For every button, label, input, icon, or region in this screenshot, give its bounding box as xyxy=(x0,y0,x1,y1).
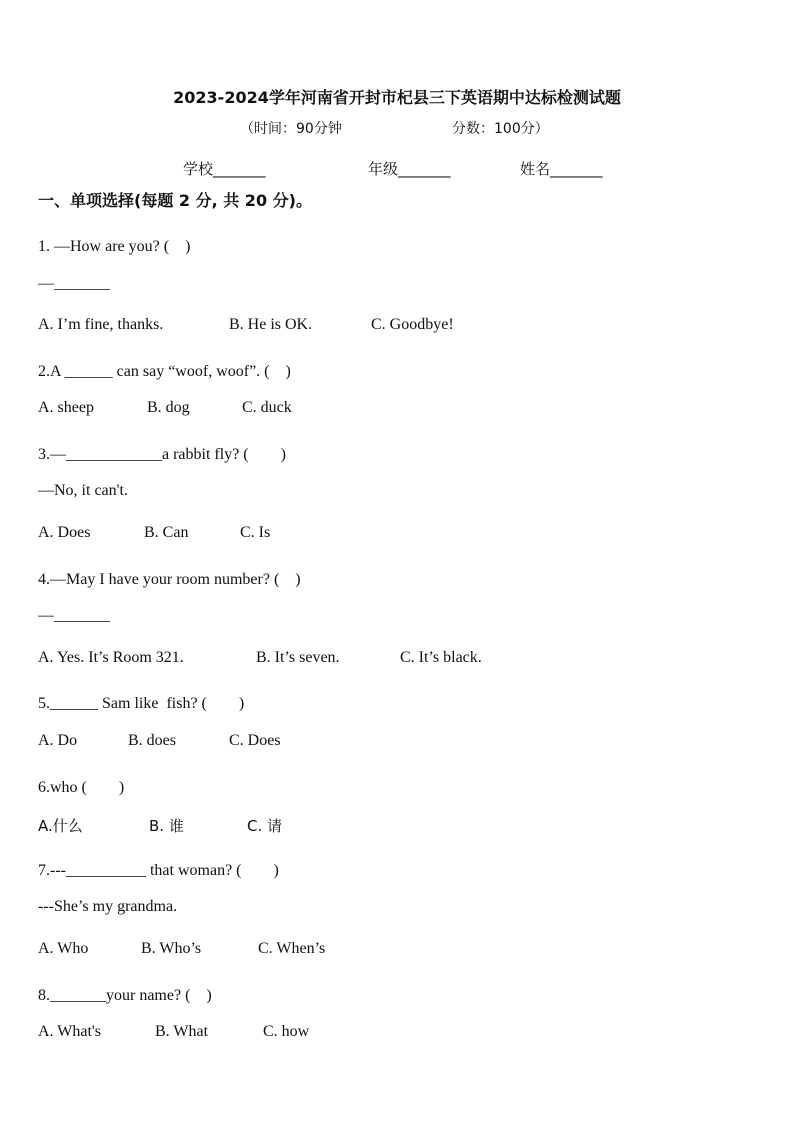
question-stem: 2.A ______ can say “woof, woof”. ( ) xyxy=(38,363,291,380)
option-b: B. Who’s xyxy=(141,940,202,957)
option-a: A.什么 xyxy=(38,817,83,835)
option-a: A. Do xyxy=(38,732,78,749)
option-b: B. It’s seven. xyxy=(256,649,340,666)
exam-title: 2023-2024学年河南省开封市杞县三下英语期中达标检测试题 xyxy=(173,88,621,107)
exam-time: （时间：90分钟 xyxy=(240,121,342,137)
option-a: A. Does xyxy=(38,524,91,541)
question-answer-line: —_______ xyxy=(38,607,110,624)
option-b: B. dog xyxy=(147,399,190,416)
school-field: 学校_______ xyxy=(183,160,266,178)
question-stem: 5.______ Sam like fish? ( ) xyxy=(38,695,245,712)
question-stem: 1. —How are you? ( ) xyxy=(38,238,191,255)
option-c: C. It’s black. xyxy=(400,649,482,666)
option-c: C. When’s xyxy=(258,940,326,957)
option-b: B. 谁 xyxy=(149,817,184,835)
question-answer-line: —_______ xyxy=(38,275,110,292)
option-c: C. duck xyxy=(242,399,292,416)
option-a: A. I’m fine, thanks. xyxy=(38,316,164,333)
option-b: B. does xyxy=(128,732,176,749)
option-a: A. What's xyxy=(38,1023,102,1040)
question-answer-line: ---She’s my grandma. xyxy=(38,898,178,915)
option-c: C. Goodbye! xyxy=(371,316,454,333)
option-a: A. Yes. It’s Room 321. xyxy=(38,649,184,666)
option-c: C. how xyxy=(263,1023,310,1040)
question-stem: 4.—May I have your room number? ( ) xyxy=(38,571,301,588)
option-b: B. What xyxy=(155,1023,209,1040)
exam-score: 分数：100分） xyxy=(452,121,549,137)
question-stem: 6.who ( ) xyxy=(38,779,125,796)
section-heading: 一、单项选择(每题 2 分, 共 20 分)。 xyxy=(38,191,312,210)
option-a: A. sheep xyxy=(38,399,94,416)
question-answer-line: —No, it can't. xyxy=(38,482,128,499)
option-c: C. 请 xyxy=(247,817,283,835)
question-stem: 7.---__________ that woman? ( ) xyxy=(38,862,279,879)
option-b: B. He is OK. xyxy=(229,316,313,333)
option-a: A. Who xyxy=(38,940,89,957)
question-stem: 3.—____________a rabbit fly? ( ) xyxy=(38,446,286,463)
option-c: C. Is xyxy=(240,524,271,541)
option-c: C. Does xyxy=(229,732,281,749)
grade-field: 年级_______ xyxy=(368,160,451,178)
name-field: 姓名_______ xyxy=(520,160,603,178)
question-stem: 8._______your name? ( ) xyxy=(38,987,212,1004)
option-b: B. Can xyxy=(144,524,189,541)
